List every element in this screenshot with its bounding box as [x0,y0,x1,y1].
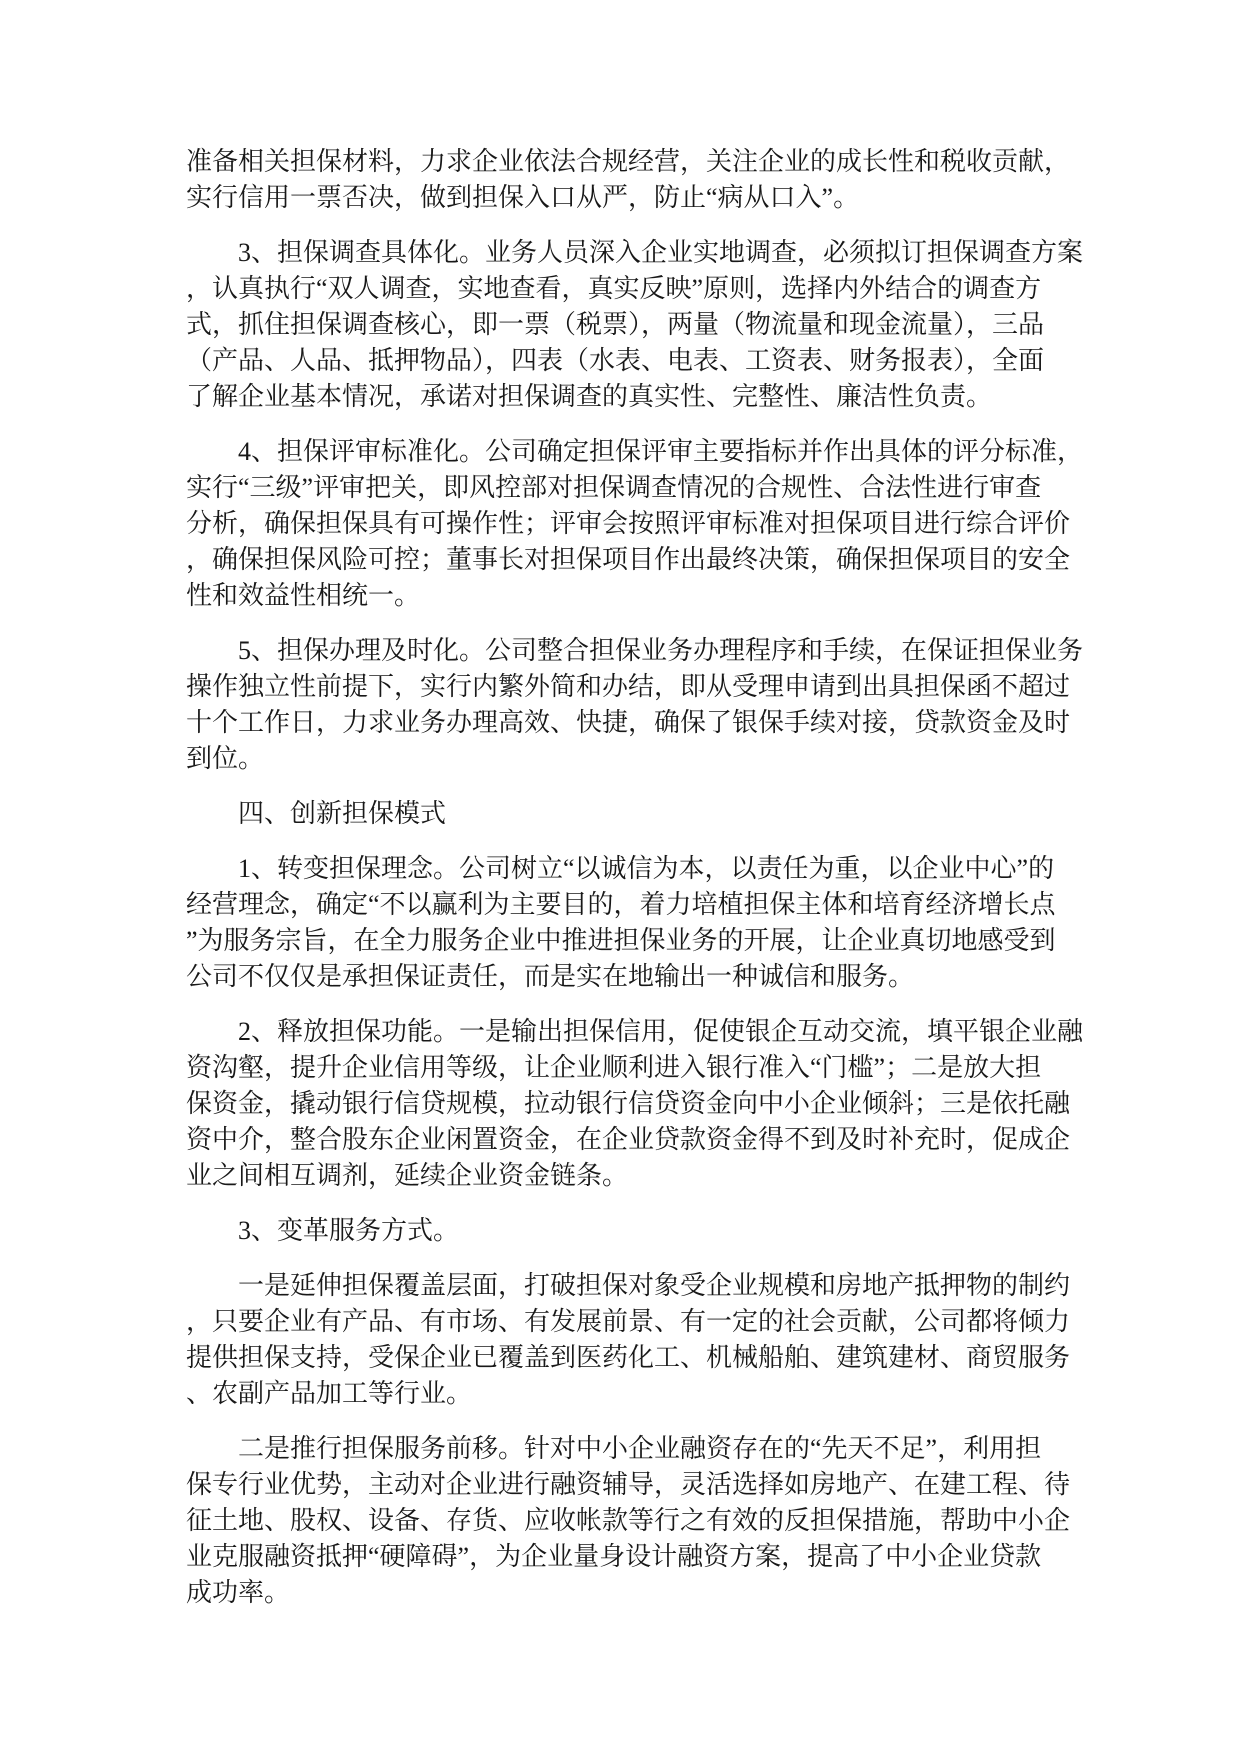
text-line: 十个工作日，力求业务办理高效、快捷，确保了银保手续对接，贷款资金及时 [186,708,1071,737]
text-line: 实行“三级”评审把关，即风控部对担保调查情况的合规性、合法性进行审查 [186,473,1042,502]
text-line: 式，抓住担保调查核心，即一票（税票），两量（物流量和现金流量），三品 [186,310,1045,339]
paragraph-item-4 [186,434,1084,614]
paragraph-point-two [186,1431,1080,1611]
text-line: 2、释放担保功能。一是输出担保信用，促使银企互动交流，填平银企业融 [186,1017,1084,1046]
text-line: 分析，确保担保具有可操作性；评审会按照评审标准对担保项目进行综合评价 [186,509,1071,538]
paragraph-item-5 [186,633,1084,777]
text-line: 一是延伸担保覆盖层面，打破担保对象受企业规模和房地产抵押物的制约 [186,1271,1071,1300]
paragraph-item-3b [186,1213,1080,1249]
text-line: ，确保担保风险可控；董事长对担保项目作出最终决策，确保担保项目的安全 [186,545,1071,574]
text-line: 保资金，撬动银行信贷规模，拉动银行信贷资金向中小企业倾斜；三是依托融 [186,1089,1071,1118]
text-line: ，认真执行“双人调查，实地查看，真实反映”原则，选择内外结合的调查方 [186,274,1042,303]
text-line: 提供担保支持，受保企业已覆盖到医药化工、机械船舶、建筑建材、商贸服务 [186,1343,1071,1372]
text-line: 经营理念，确定“不以赢利为主要目的，着力培植担保主体和培育经济增长点 [186,890,1056,919]
text-line: 3、变革服务方式。 [186,1216,460,1245]
text-line: 业克服融资抵押“硬障碍”，为企业量身设计融资方案，提高了中小企业贷款 [186,1542,1042,1571]
paragraph-item-3 [186,235,1084,415]
paragraph-point-one [186,1268,1080,1412]
text-line: 操作独立性前提下，实行内繁外简和办结，即从受理申请到出具担保函不超过 [186,672,1071,701]
text-line: 资中介，整合股东企业闲置资金，在企业贷款资金得不到及时补充时，促成企 [186,1125,1071,1154]
text-line: 成功率。 [186,1578,291,1607]
text-line: 二是推行担保服务前移。针对中小企业融资存在的“先天不足”，利用担 [186,1434,1042,1463]
text-line: 资沟壑，提升企业信用等级，让企业顺利进入银行准入“门槛”；二是放大担 [186,1053,1042,1082]
text-line: 、农副产品加工等行业。 [186,1379,473,1408]
section-heading-text: 四、创新担保模式 [186,799,447,828]
text-line: 征土地、股权、设备、存货、应收帐款等行之有效的反担保措施，帮助中小企 [186,1506,1071,1535]
text-line: 公司不仅仅是承担保证责任，而是实在地输出一种诚信和服务。 [186,962,915,991]
text-line: 业之间相互调剂，延续企业资金链条。 [186,1161,629,1190]
paragraph-continuation [186,144,1080,216]
text-line: 了解企业基本情况，承诺对担保调查的真实性、完整性、廉洁性负责。 [186,382,993,411]
text-line: 实行信用一票否决，做到担保入口从严，防止“病从口入”。 [186,183,860,212]
text-line: 保专行业优势，主动对企业进行融资辅导，灵活选择如房地产、在建工程、待 [186,1470,1071,1499]
text-line: ”为服务宗旨，在全力服务企业中推进担保业务的开展，让企业真切地感受到 [186,926,1056,955]
text-line: 性和效益性相统一。 [186,581,421,610]
section-heading [186,796,1080,832]
text-line: 3、担保调查具体化。业务人员深入企业实地调查，必须拟订担保调查方案 [186,238,1084,267]
text-line: 1、转变担保理念。公司树立“以诚信为本，以责任为重，以企业中心”的 [186,854,1055,883]
text-line: ，只要企业有产品、有市场、有发展前景、有一定的社会贡献，公司都将倾力 [186,1307,1071,1336]
text-line: 准备相关担保材料，力求企业依法合规经营，关注企业的成长性和税收贡献， [186,147,1071,176]
text-line: 4、担保评审标准化。公司确定担保评审主要指标并作出具体的评分标准， [186,437,1084,466]
text-line: 到位。 [186,744,265,773]
paragraph-item-1 [186,851,1080,995]
text-line: 5、担保办理及时化。公司整合担保业务办理程序和手续，在保证担保业务 [186,636,1084,665]
text-line: （产品、人品、抵押物品），四表（水表、电表、工资表、财务报表），全面 [186,346,1045,375]
paragraph-item-2 [186,1014,1084,1194]
